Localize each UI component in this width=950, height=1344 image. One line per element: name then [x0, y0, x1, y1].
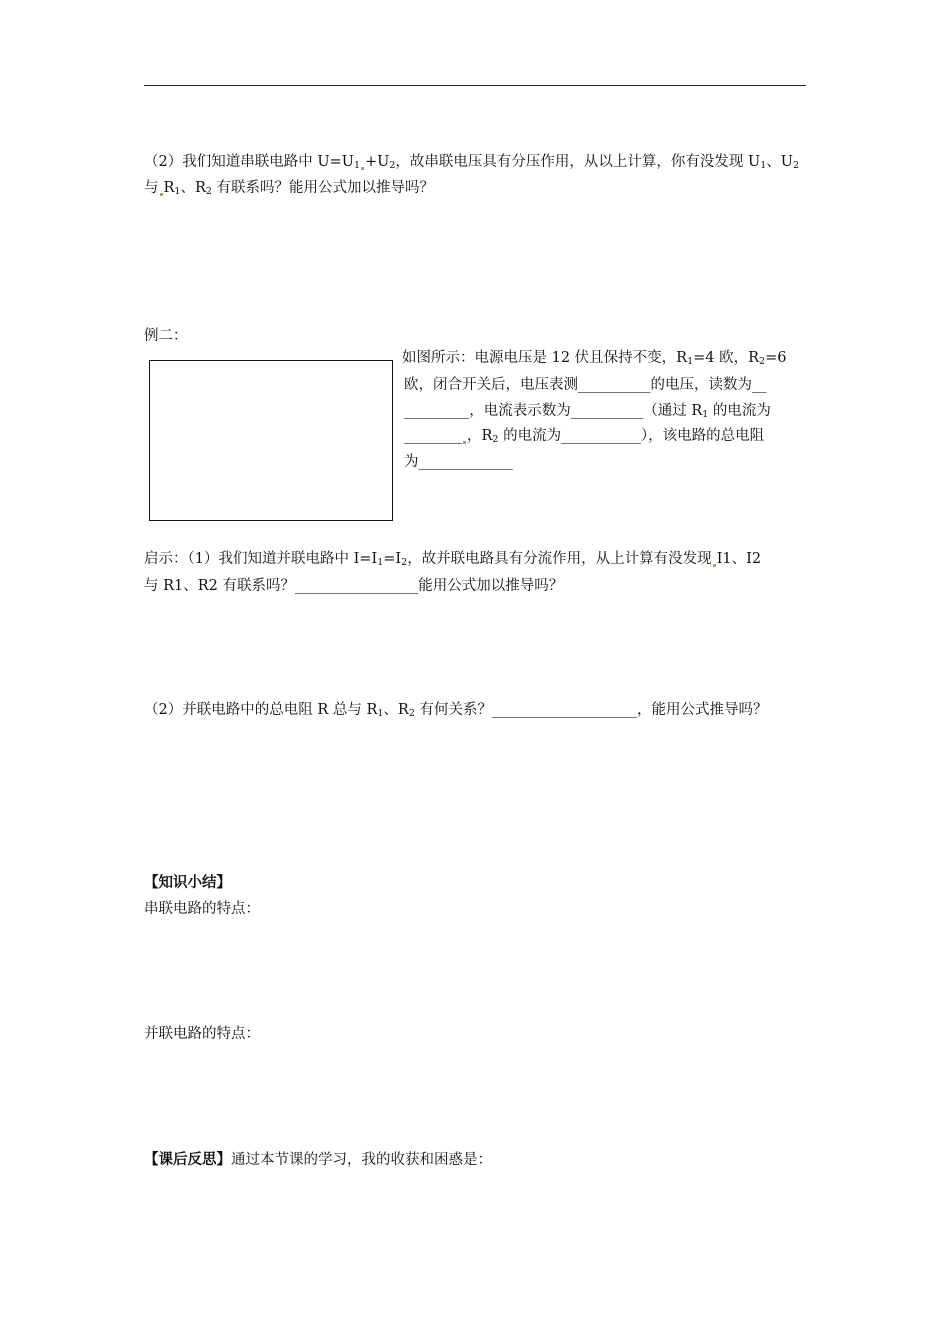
reflection-line: [144, 1147, 492, 1173]
example2-line-1: [402, 345, 786, 375]
q2b-text: （2）并联电路中的总电阻 R 总与 R: [144, 702, 378, 718]
example2-text: =6: [765, 350, 787, 366]
subscript: 2: [408, 708, 415, 719]
edit-mark: [713, 564, 716, 567]
subscript: 2: [492, 434, 499, 445]
example2-text: 的电流为___________），该电路的总电阻: [498, 428, 765, 444]
header-rule: [144, 85, 806, 86]
example2-text: 的电流为: [708, 403, 771, 419]
subscript: 1: [377, 557, 384, 568]
subscript: 2: [401, 557, 408, 568]
example2-line-2: 欧，闭合开关后，电压表测__________的电压，读数为__: [404, 377, 767, 393]
subscript: 1: [377, 708, 384, 719]
example2-text: _________，电流表示数为__________（通过 R: [404, 403, 703, 419]
reflection-heading: 【课后反思】: [144, 1151, 231, 1168]
reflection-text: 通过本节课的学习，我的收获和困惑是：: [231, 1152, 492, 1168]
example2-text: =4 欧，R: [693, 350, 760, 366]
series-features-label: 串联电路的特点：: [144, 901, 260, 917]
parallel-features-label: 并联电路的特点：: [144, 1026, 260, 1042]
subscript: 1: [174, 186, 181, 197]
subscript: 2: [389, 160, 396, 171]
subscript: 1: [353, 160, 360, 171]
q2-text: R: [163, 180, 175, 196]
subscript: 2: [205, 186, 212, 197]
q2b-text: 有何关系？____________________，能用公式推导吗？: [414, 702, 768, 718]
circuit-figure-frame: [149, 360, 393, 521]
subscript: 2: [793, 160, 800, 171]
edit-mark: [361, 167, 364, 170]
example2-heading: 例二：: [144, 328, 188, 344]
q2-text: 与: [144, 180, 159, 196]
subscript: 1: [702, 409, 709, 420]
q2-text: +U: [364, 154, 390, 170]
hint-text: ，故并联电路具有分流作用，从上计算有没发现: [407, 551, 712, 567]
hint-line-1: [144, 546, 761, 576]
hint-text: 启示：（1）我们知道并联电路中 I=I: [144, 551, 378, 567]
hint-text: I1、I2: [716, 551, 762, 567]
q2b-text: 、R: [383, 702, 409, 718]
subscript: 1: [687, 356, 694, 367]
summary-heading: 【知识小结】: [144, 874, 231, 891]
q2-line-2: [144, 175, 434, 205]
q2b-line: [144, 697, 768, 727]
example2-text: ________: [404, 428, 462, 444]
subscript: 1: [760, 160, 767, 171]
hint-line-2: 与 R1、R2 有联系吗？_________________能用公式加以推导吗？: [144, 578, 564, 594]
edit-mark: [463, 441, 466, 444]
q2-text: 、R: [180, 180, 206, 196]
example2-line-5: 为_____________: [404, 454, 513, 470]
q2-text: ，故串联电压具有分压作用，从以上计算，你有没发现 U: [395, 154, 761, 170]
q2-text: 有联系吗？能用公式加以推导吗？: [211, 180, 435, 196]
q2-text: 、U: [766, 154, 794, 170]
hint-text: =I: [383, 551, 402, 567]
example2-text: 如图所示：电源电压是 12 伏且保持不变，R: [402, 350, 688, 366]
q2-text: （2）我们知道串联电路中 U=U: [144, 154, 354, 170]
example2-text: ，R: [467, 428, 493, 444]
edit-mark: [160, 193, 163, 196]
subscript: 2: [759, 356, 766, 367]
